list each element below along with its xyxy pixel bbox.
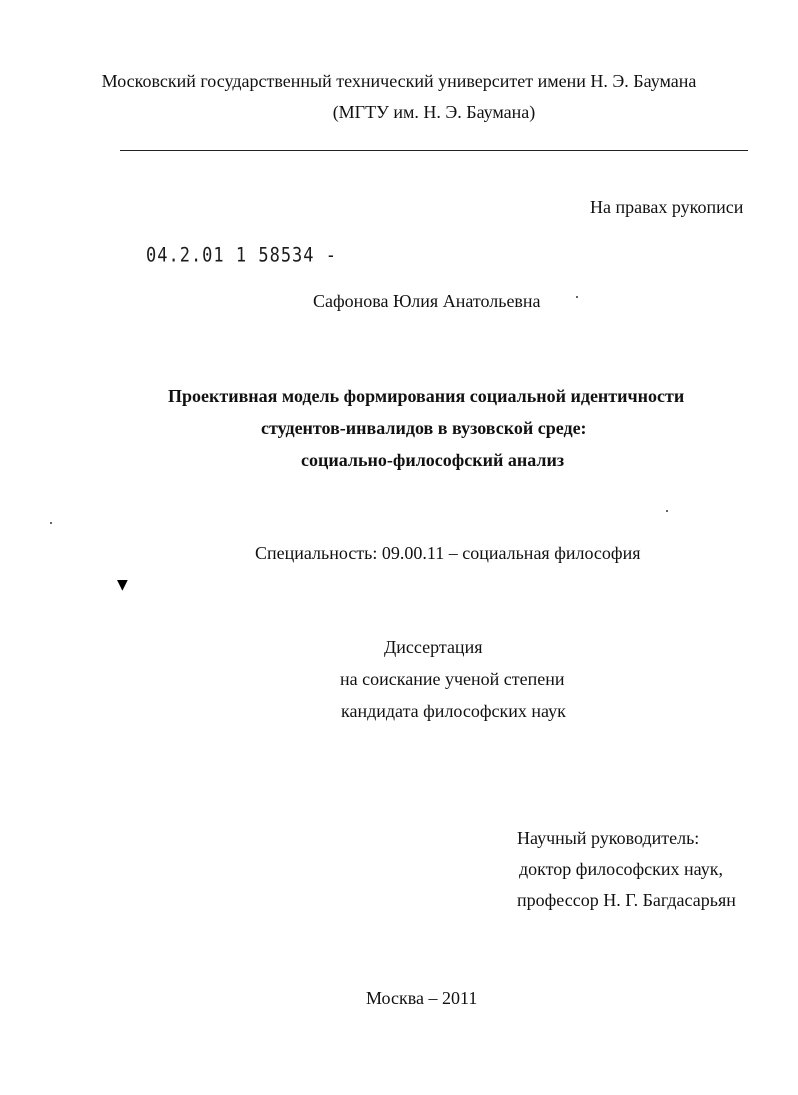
specialty: Специальность: 09.00.11 – социальная философия [255, 543, 641, 563]
title-line-2: студентов-инвалидов в вузовской среде: [261, 418, 587, 438]
university-abbreviation: (МГТУ им. Н. Э. Баумана) [332, 102, 536, 122]
supervisor-degree: доктор философских наук, [519, 859, 723, 879]
university-name: Московский государственный технический университет имени Н. Э. Баумана [101, 71, 697, 91]
title-line-1: Проективная модель формирования социальной идентичности [168, 386, 685, 406]
header-divider [120, 150, 748, 151]
city-year: Москва – 2011 [366, 988, 478, 1008]
manuscript-note: На правах рукописи [590, 197, 744, 217]
ink-blot-icon: ▼ [117, 577, 128, 593]
scan-speck [50, 522, 52, 524]
scan-speck [666, 510, 668, 512]
supervisor-name: профессор Н. Г. Багдасарьян [517, 890, 736, 910]
author-name: Сафонова Юлия Анатольевна [313, 291, 541, 311]
registration-stamp: 04.2.01 1 58534 - [146, 244, 337, 267]
degree-line-3: кандидата философских наук [341, 701, 566, 721]
supervisor-label: Научный руководитель: [517, 828, 700, 848]
title-line-3: социально-философский анализ [301, 450, 565, 470]
scan-speck [576, 296, 578, 298]
degree-line-2: на соискание ученой степени [340, 669, 565, 689]
degree-line-1: Диссертация [384, 637, 483, 657]
